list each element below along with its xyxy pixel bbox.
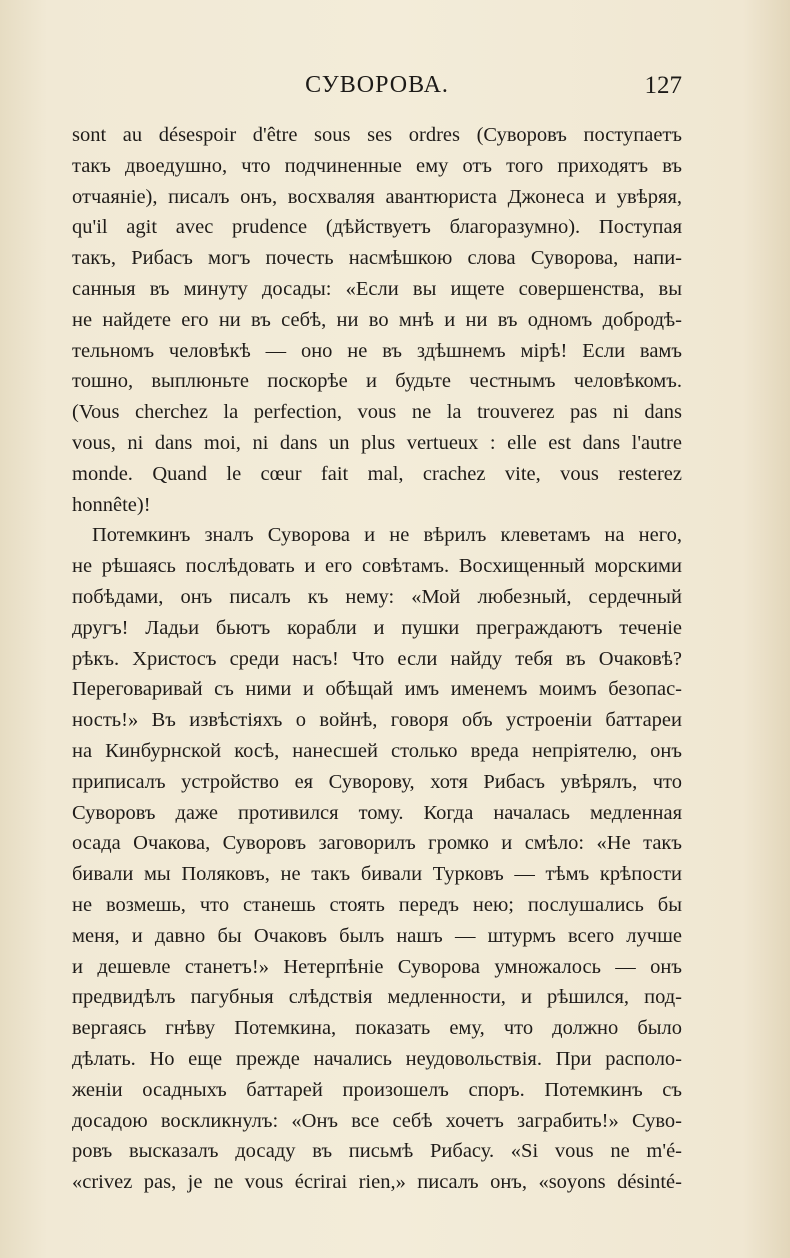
text-line: тельномъ человѣкѣ — оно не въ здѣшнемъ мірѣ! Если вамъ: [72, 339, 682, 362]
text-line: не возмешь, что станешь стоять передъ нею; послушались бы: [72, 893, 682, 916]
text-line: такъ, Рибасъ могъ почесть насмѣшкою слова Суворова, напи-: [72, 247, 682, 270]
text-line: vous, ni dans moi, ni dans un plus vertueux : elle est dans l'autre: [72, 431, 682, 454]
page-number: 127: [644, 72, 682, 99]
text-line: приписалъ устройство ея Суворову, хотя Рибасъ увѣрялъ, что: [72, 770, 682, 793]
text-line: рѣкъ. Христосъ среди насъ! Что если найду тебя въ Очаковѣ?: [72, 647, 682, 670]
running-head: СУВОРОВА.: [305, 72, 449, 98]
text-line: и дешевле станетъ!» Нетерпѣніе Суворова умножалось — онъ: [72, 955, 682, 978]
paragraph-first-line: Потемкинъ зналъ Суворова и не вѣрилъ клеветамъ на него,: [92, 524, 682, 547]
page-header: [72, 72, 682, 108]
text-line: ность!» Въ извѣстіяхъ о войнѣ, говоря объ устроеніи баттареи: [72, 709, 682, 732]
text-line: санныя въ минуту досады: «Если вы ищете совершенства, вы: [72, 277, 682, 300]
text-line: Переговаривай съ ними и обѣщай имъ именемъ моимъ безопас-: [72, 678, 682, 701]
text-line: тошно, выплюньте поскорѣе и будьте честнымъ человѣкомъ.: [72, 370, 682, 393]
text-line: ровъ высказалъ досаду въ письмѣ Рибасу. «Si vous ne m'é-: [72, 1140, 682, 1163]
text-line: sont au désespoir d'être sous ses ordres (Суворовъ поступаетъ: [72, 124, 682, 146]
text-line: другъ! Ладьи бьютъ корабли и пушки преграждаютъ теченіе: [72, 616, 682, 639]
text-line: предвидѣлъ пагубныя слѣдствія медленности, и рѣшился, под-: [72, 986, 682, 1009]
text-line: меня, и давно бы Очаковъ былъ нашъ — штурмъ всего лучше: [72, 924, 682, 947]
body-text: [72, 120, 682, 1198]
text-line: отчаяніе), писалъ онъ, восхваляя авантюриста Джонеса и увѣряя,: [72, 185, 682, 208]
text-line: honnête)!: [72, 493, 151, 516]
text-line: на Кинбурнской косѣ, нанесшей столько вреда непріятелю, онъ: [72, 739, 682, 762]
text-line: Суворовъ даже противился тому. Когда началась медленная: [72, 801, 682, 824]
text-line: qu'il agit avec prudence (дѣйствуетъ благоразумно). Поступая: [72, 216, 682, 239]
text-line: побѣдами, онъ писалъ къ нему: «Мой любезный, сердечный: [72, 585, 682, 608]
text-line: вергаясь гнѣву Потемкина, показать ему, что должно было: [72, 1017, 682, 1040]
text-line: «crivez pas, je ne vous écrirai rien,» писалъ онъ, «soyons désinté-: [72, 1171, 682, 1194]
text-line: досадою воскликнулъ: «Онъ все себѣ хочетъ заграбить!» Суво-: [72, 1109, 682, 1132]
text-line: дѣлать. Но еще прежде начались неудовольствія. При располо-: [72, 1047, 682, 1070]
text-line: (Vous cherchez la perfection, vous ne la trouverez pas ni dans: [72, 401, 682, 424]
text-line: бивали мы Поляковъ, не такъ бивали Турковъ — тѣмъ крѣпости: [72, 863, 682, 886]
text-line: осада Очакова, Суворовъ заговорилъ громко и смѣло: «Не такъ: [72, 832, 682, 855]
text-line: такъ двоедушно, что подчиненные ему отъ того приходятъ въ: [72, 154, 682, 177]
text-line: не рѣшаясь послѣдовать и его совѣтамъ. Восхищенный морскими: [72, 555, 682, 578]
text-line: не найдете его ни въ себѣ, ни во мнѣ и ни въ одномъ добродѣ-: [72, 308, 682, 331]
text-line: monde. Quand le cœur fait mal, crachez vite, vous resterez: [72, 462, 682, 485]
text-line: женіи осадныхъ баттарей произошелъ споръ. Потемкинъ съ: [72, 1078, 682, 1101]
